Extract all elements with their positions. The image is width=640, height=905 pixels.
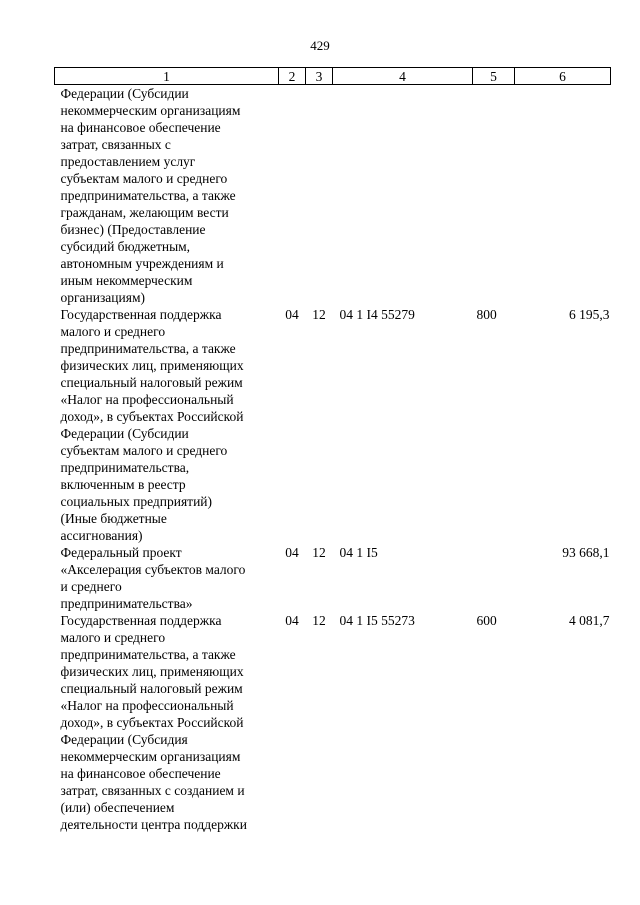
column-header-3: 3 [306,68,333,85]
table-body [55,85,611,834]
column-header-2: 2 [279,68,306,85]
page-number: 429 [310,38,330,53]
table-row [55,306,611,544]
row-target-article [333,85,473,307]
row-expense-type [473,85,515,307]
table-row [55,544,611,612]
row-subsection: 12 [312,545,326,560]
row-name: Федерации (Субсидии некоммерческим организациям на финансовое обеспечение затрат, связанных с предоставлением услуг субъектам малого и среднего предпринимательства, а также гражданам, желающим вести бизнес) (Предоставление субсидий бюджетным, автономным учреждениям и иным некоммерческим организациям) [60,86,241,305]
row-section: 04 [285,545,299,560]
row-section [279,85,306,307]
column-header-5: 5 [473,68,515,85]
column-header-6: 6 [515,68,611,85]
row-subsection: 12 [312,307,326,322]
row-amount: 93 668,1 [562,545,610,560]
row-expense-type: 800 [476,307,497,322]
row-subsection: 12 [312,613,326,628]
row-amount [515,85,611,307]
budget-table [54,67,611,833]
row-name: Государственная поддержка малого и среднего предпринимательства, а также физических лиц, применяющих специальный налоговый режим «Налог на профессиональный доход», в субъектах Российской Федерации (Субсидии субъектам малого и среднего предпринимательства, включенным в реестр социальных предприятий) (Иные бюджетные ассигнования) [60,307,244,543]
row-name: Федеральный проект «Акселерация субъектов малого и среднего предпринимательства» [60,545,246,611]
row-name: Государственная поддержка малого и среднего предпринимательства, а также физических лиц, применяющих специальный налоговый режим «Налог на профессиональный доход», в субъектах Российской Федерации (Субсидия некоммерческим организациям на финансовое обеспечение затрат, связанных с созданием и (или) обеспечением деятельности центра поддержки [60,613,247,832]
column-header-1: 1 [55,68,279,85]
column-header-4: 4 [333,68,473,85]
row-expense-type: 600 [476,613,497,628]
row-target-article: 04 1 I5 [339,545,378,560]
header-row [55,68,611,85]
row-section: 04 [285,307,299,322]
row-expense-type [473,544,515,612]
row-target-article: 04 1 I5 55273 [339,613,415,628]
table-header [55,68,611,85]
row-target-article: 04 1 I4 55279 [339,307,415,322]
table-row [55,85,611,307]
table-row [55,612,611,833]
row-section: 04 [285,613,299,628]
row-subsection [306,85,333,307]
row-amount: 4 081,7 [569,613,610,628]
row-amount: 6 195,3 [569,307,610,322]
